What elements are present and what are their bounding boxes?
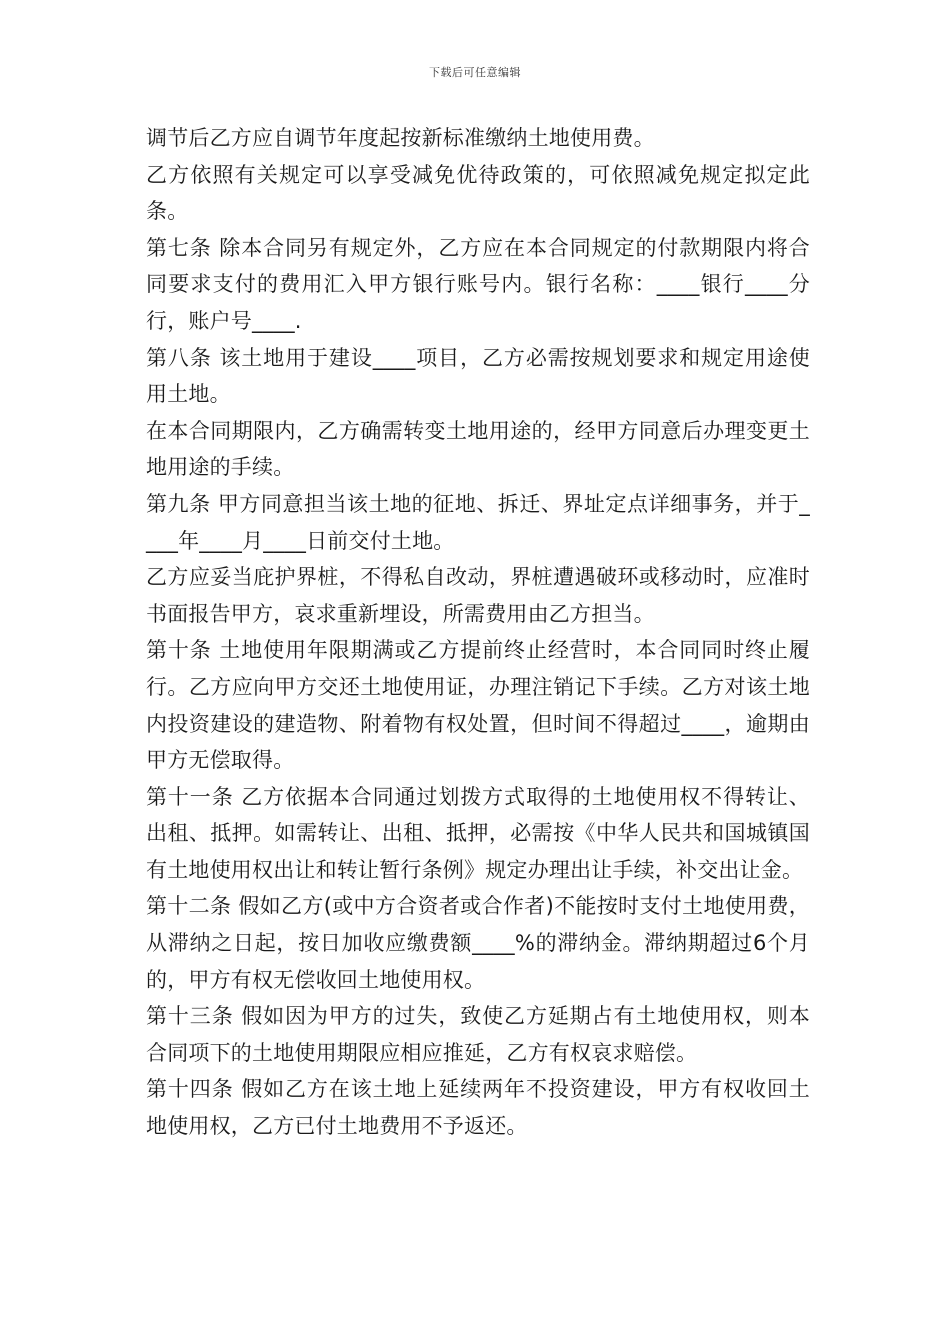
paragraph-article-10: 第十条 土地使用年限期满或乙方提前终止经营时，本合同同时终止履行。乙方应向甲方交还土地使用证，办理注销记下手续。乙方对该土地内投资建设的建造物、附着物有权处置，但时间不得超过____，逾期由甲方无偿取得。 xyxy=(146,638,810,773)
paragraph-article-8: 第八条 该土地用于建设____项目，乙方必需按规划要求和规定用途使用土地。 xyxy=(146,345,810,407)
paragraph-article-9: 第九条 甲方同意担当该土地的征地、拆迁、界址定点详细事务，并于____年____月____日前交付土地。 xyxy=(146,491,810,553)
paragraph-article-13: 第十三条 假如因为甲方的过失，致使乙方延期占有土地使用权，则本合同项下的土地使用期限应相应推延，乙方有权哀求赔偿。 xyxy=(146,1004,810,1065)
paragraph-article-7: 第七条 除本合同另有规定外，乙方应在本合同规定的付款期限内将合同要求支付的费用汇入甲方银行账号内。银行名称：____银行____分行，账户号____. xyxy=(146,235,810,333)
paragraph-land-use-change: 在本合同期限内，乙方确需转变土地用途的，经甲方同意后办理变更土地用途的手续。 xyxy=(146,418,810,480)
paragraph-reduction-policy: 乙方依照有关规定可以享受减免优待政策的，可依照减免规定拟定此条。 xyxy=(146,162,810,224)
page-header-note: 下载后可任意编辑 xyxy=(429,66,521,79)
paragraph-article-14: 第十四条 假如乙方在该土地上延续两年不投资建设，甲方有权收回土地使用权，乙方已付土地费用不予返还。 xyxy=(146,1077,810,1139)
contract-body xyxy=(146,120,810,1145)
paragraph-article-12: 第十二条 假如乙方(或中方合资者或合作者)不能按时支付土地使用费，从滞纳之日起，按日加收应缴费额____%的滞纳金。滞纳期超过6个月的，甲方有权无偿收回土地使用权。 xyxy=(146,894,810,992)
paragraph-boundary-markers: 乙方应妥当庇护界桩，不得私自改动，界桩遭遇破环或移动时，应准时书面报告甲方，哀求重新埋设，所需费用由乙方担当。 xyxy=(146,565,810,626)
paragraph-fee-adjustment: 调节后乙方应自调节年度起按新标准缴纳土地使用费。 xyxy=(146,126,655,150)
paragraph-article-11: 第十一条 乙方依据本合同通过划拨方式取得的土地使用权不得转让、出租、抵押。如需转让、出租、抵押，必需按《中华人民共和国城镇国有土地使用权出让和转让暂行条例》规定办理出让手续，补交出让金。 xyxy=(146,784,810,882)
